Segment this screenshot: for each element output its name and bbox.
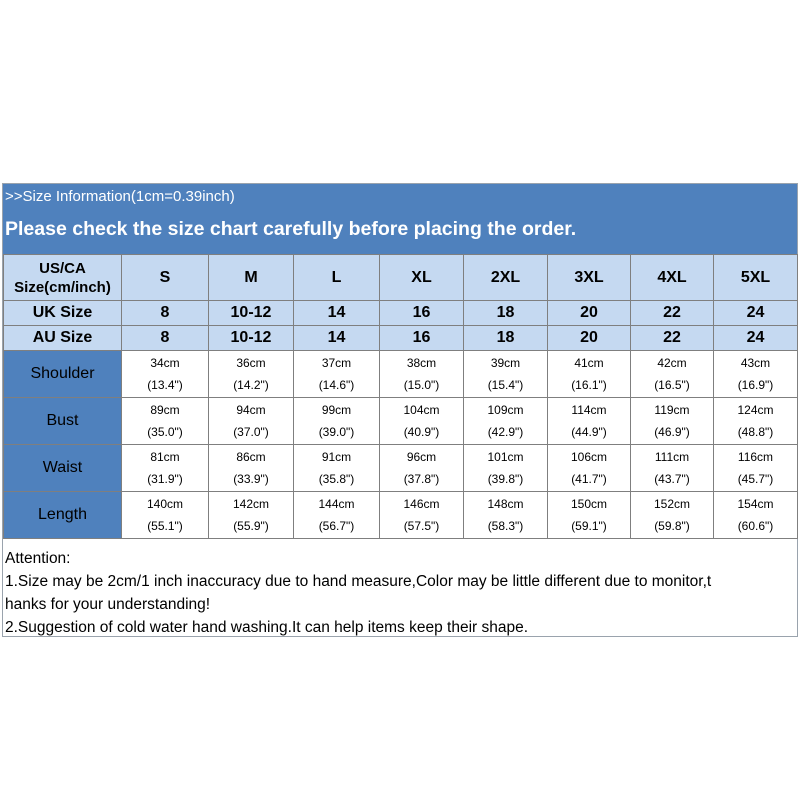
size-header-3xl: 3XL bbox=[548, 255, 631, 301]
uk-size-value: 8 bbox=[122, 301, 209, 326]
uk-size-value: 18 bbox=[464, 301, 548, 326]
inch-value: (31.9") bbox=[147, 472, 183, 486]
measurement-cell bbox=[122, 492, 209, 539]
cm-value: 94cm bbox=[236, 403, 266, 417]
attention-notes bbox=[5, 547, 797, 639]
measurement-label: Bust bbox=[4, 398, 122, 445]
cm-value: 152cm bbox=[653, 497, 691, 511]
cm-value: 101cm bbox=[487, 450, 524, 464]
measurement-cell bbox=[209, 492, 294, 539]
uk-size-value: 22 bbox=[631, 301, 714, 326]
attention-item-1-line-1: 1.Size may be 2cm/1 inch inaccuracy due to hand measure,Color may be little different due to monitor,t bbox=[5, 573, 712, 590]
measurement-label: Waist bbox=[4, 445, 122, 492]
inch-value: (59.8") bbox=[654, 519, 690, 533]
measurement-cell bbox=[464, 445, 548, 492]
inch-value: (40.9") bbox=[403, 425, 440, 439]
cm-value: 144cm bbox=[318, 497, 355, 511]
inch-value: (33.9") bbox=[233, 472, 269, 486]
inch-value: (43.7") bbox=[654, 472, 690, 486]
uk-size-value: 20 bbox=[548, 301, 631, 326]
uk-size-value: 24 bbox=[714, 301, 798, 326]
inch-value: (55.9") bbox=[233, 519, 269, 533]
inch-value: (56.7") bbox=[318, 519, 355, 533]
cm-value: 146cm bbox=[403, 497, 440, 511]
measurement-cell bbox=[294, 398, 380, 445]
cm-value: 99cm bbox=[321, 403, 352, 417]
cm-value: 116cm bbox=[737, 450, 774, 464]
measurement-cell bbox=[294, 351, 380, 398]
cm-value: 111cm bbox=[654, 450, 690, 464]
size-header-s: S bbox=[122, 255, 209, 301]
measurement-cell bbox=[380, 398, 464, 445]
au-size-value: 18 bbox=[464, 326, 548, 351]
measurement-cell bbox=[548, 398, 631, 445]
size-header-4xl: 4XL bbox=[631, 255, 714, 301]
cm-value: 104cm bbox=[403, 403, 440, 417]
size-unit-label: Size(cm/inch) bbox=[14, 278, 111, 296]
measurement-cell bbox=[714, 445, 798, 492]
measurement-cell bbox=[631, 445, 714, 492]
cm-value: 38cm bbox=[406, 356, 437, 370]
inch-value: (13.4") bbox=[147, 378, 183, 392]
cm-value: 109cm bbox=[487, 403, 524, 417]
inch-value: (46.9") bbox=[654, 425, 690, 439]
measurement-cell bbox=[631, 351, 714, 398]
measurement-row-shoulder bbox=[4, 351, 798, 398]
measurement-cell bbox=[294, 492, 380, 539]
us-size-row bbox=[4, 255, 798, 301]
measurement-cell bbox=[631, 492, 714, 539]
cm-value: 43cm bbox=[740, 356, 771, 370]
cm-value: 89cm bbox=[150, 403, 180, 417]
measurement-label: Length bbox=[4, 492, 122, 539]
au-size-value: 14 bbox=[294, 326, 380, 351]
inch-value: (16.5") bbox=[654, 378, 690, 392]
measurement-cell bbox=[209, 398, 294, 445]
cm-value: 91cm bbox=[321, 450, 352, 464]
measurement-cell bbox=[122, 445, 209, 492]
measurement-cell bbox=[380, 351, 464, 398]
measurement-row-bust bbox=[4, 398, 798, 445]
inch-value: (15.0") bbox=[403, 378, 440, 392]
measurement-cell bbox=[209, 445, 294, 492]
measurement-cell bbox=[548, 351, 631, 398]
attention-item-1-line-2: hanks for your understanding! bbox=[5, 596, 211, 613]
cm-value: 124cm bbox=[737, 403, 774, 417]
au-size-value: 22 bbox=[631, 326, 714, 351]
au-size-value: 16 bbox=[380, 326, 464, 351]
inch-value: (16.9") bbox=[737, 378, 774, 392]
inch-value: (14.2") bbox=[233, 378, 269, 392]
cm-value: 34cm bbox=[150, 356, 180, 370]
attention-title: Attention: bbox=[5, 550, 71, 567]
cm-value: 37cm bbox=[321, 356, 352, 370]
inch-value: (57.5") bbox=[403, 519, 440, 533]
inch-value: (44.9") bbox=[571, 425, 607, 439]
measurement-label: Shoulder bbox=[4, 351, 122, 398]
inch-value: (55.1") bbox=[147, 519, 183, 533]
measurement-cell bbox=[714, 398, 798, 445]
cm-value: 140cm bbox=[146, 497, 184, 511]
measurement-cell bbox=[380, 445, 464, 492]
inch-value: (37.0") bbox=[233, 425, 269, 439]
cm-value: 150cm bbox=[570, 497, 608, 511]
uk-size-value: 14 bbox=[294, 301, 380, 326]
measurement-cell bbox=[122, 351, 209, 398]
measurement-cell bbox=[548, 445, 631, 492]
inch-value: (41.7") bbox=[571, 472, 607, 486]
uk-size-value: 16 bbox=[380, 301, 464, 326]
size-header-2xl: 2XL bbox=[464, 255, 548, 301]
au-size-value: 8 bbox=[122, 326, 209, 351]
inch-value: (15.4") bbox=[487, 378, 524, 392]
size-table bbox=[3, 254, 798, 539]
uk-size-row bbox=[4, 301, 798, 326]
size-header-l: L bbox=[294, 255, 380, 301]
au-size-row bbox=[4, 326, 798, 351]
au-size-value: 20 bbox=[548, 326, 631, 351]
cm-value: 86cm bbox=[236, 450, 266, 464]
inch-value: (35.0") bbox=[147, 425, 183, 439]
inch-value: (37.8") bbox=[403, 472, 440, 486]
cm-value: 81cm bbox=[150, 450, 180, 464]
size-info-title: >>Size Information(1cm=0.39inch) bbox=[5, 188, 235, 205]
measurement-row-waist bbox=[4, 445, 798, 492]
inch-value: (60.6") bbox=[737, 519, 774, 533]
size-info-instruction: Please check the size chart carefully before placing the order. bbox=[5, 218, 577, 240]
measurement-cell bbox=[209, 351, 294, 398]
size-chart bbox=[2, 183, 798, 637]
cm-value: 119cm bbox=[654, 403, 690, 417]
cm-value: 114cm bbox=[571, 403, 607, 417]
inch-value: (59.1") bbox=[571, 519, 607, 533]
measurement-row-length bbox=[4, 492, 798, 539]
attention-item-2: 2.Suggestion of cold water hand washing.It can help items keep their shape. bbox=[5, 619, 529, 636]
uk-size-label: UK Size bbox=[4, 301, 122, 326]
inch-value: (58.3") bbox=[487, 519, 524, 533]
inch-value: (42.9") bbox=[487, 425, 524, 439]
size-info-banner bbox=[3, 184, 797, 254]
cm-value: 96cm bbox=[406, 450, 437, 464]
inch-value: (39.8") bbox=[487, 472, 524, 486]
au-size-value: 24 bbox=[714, 326, 798, 351]
cm-value: 142cm bbox=[232, 497, 270, 511]
size-header-5xl: 5XL bbox=[714, 255, 798, 301]
cm-value: 42cm bbox=[657, 356, 687, 370]
cm-value: 154cm bbox=[737, 497, 774, 511]
cm-value: 39cm bbox=[490, 356, 521, 370]
measurement-cell bbox=[548, 492, 631, 539]
inch-value: (16.1") bbox=[571, 378, 607, 392]
cm-value: 41cm bbox=[574, 356, 604, 370]
size-header-xl: XL bbox=[380, 255, 464, 301]
measurement-cell bbox=[714, 492, 798, 539]
au-size-value: 10-12 bbox=[209, 326, 294, 351]
measurement-cell bbox=[631, 398, 714, 445]
inch-value: (45.7") bbox=[737, 472, 774, 486]
inch-value: (35.8") bbox=[318, 472, 355, 486]
measurement-cell bbox=[464, 492, 548, 539]
cm-value: 148cm bbox=[487, 497, 524, 511]
measurement-cell bbox=[380, 492, 464, 539]
cm-value: 106cm bbox=[570, 450, 608, 464]
inch-value: (39.0") bbox=[318, 425, 355, 439]
measurement-cell bbox=[464, 351, 548, 398]
inch-value: (14.6") bbox=[318, 378, 355, 392]
measurement-cell bbox=[464, 398, 548, 445]
uk-size-value: 10-12 bbox=[209, 301, 294, 326]
au-size-label: AU Size bbox=[4, 326, 122, 351]
measurement-cell bbox=[294, 445, 380, 492]
measurement-cell bbox=[122, 398, 209, 445]
us-size-label: US/CA bbox=[39, 259, 86, 277]
cm-value: 36cm bbox=[236, 356, 266, 370]
us-size-header-cell bbox=[4, 255, 122, 301]
size-header-m: M bbox=[209, 255, 294, 301]
measurement-cell bbox=[714, 351, 798, 398]
inch-value: (48.8") bbox=[737, 425, 774, 439]
